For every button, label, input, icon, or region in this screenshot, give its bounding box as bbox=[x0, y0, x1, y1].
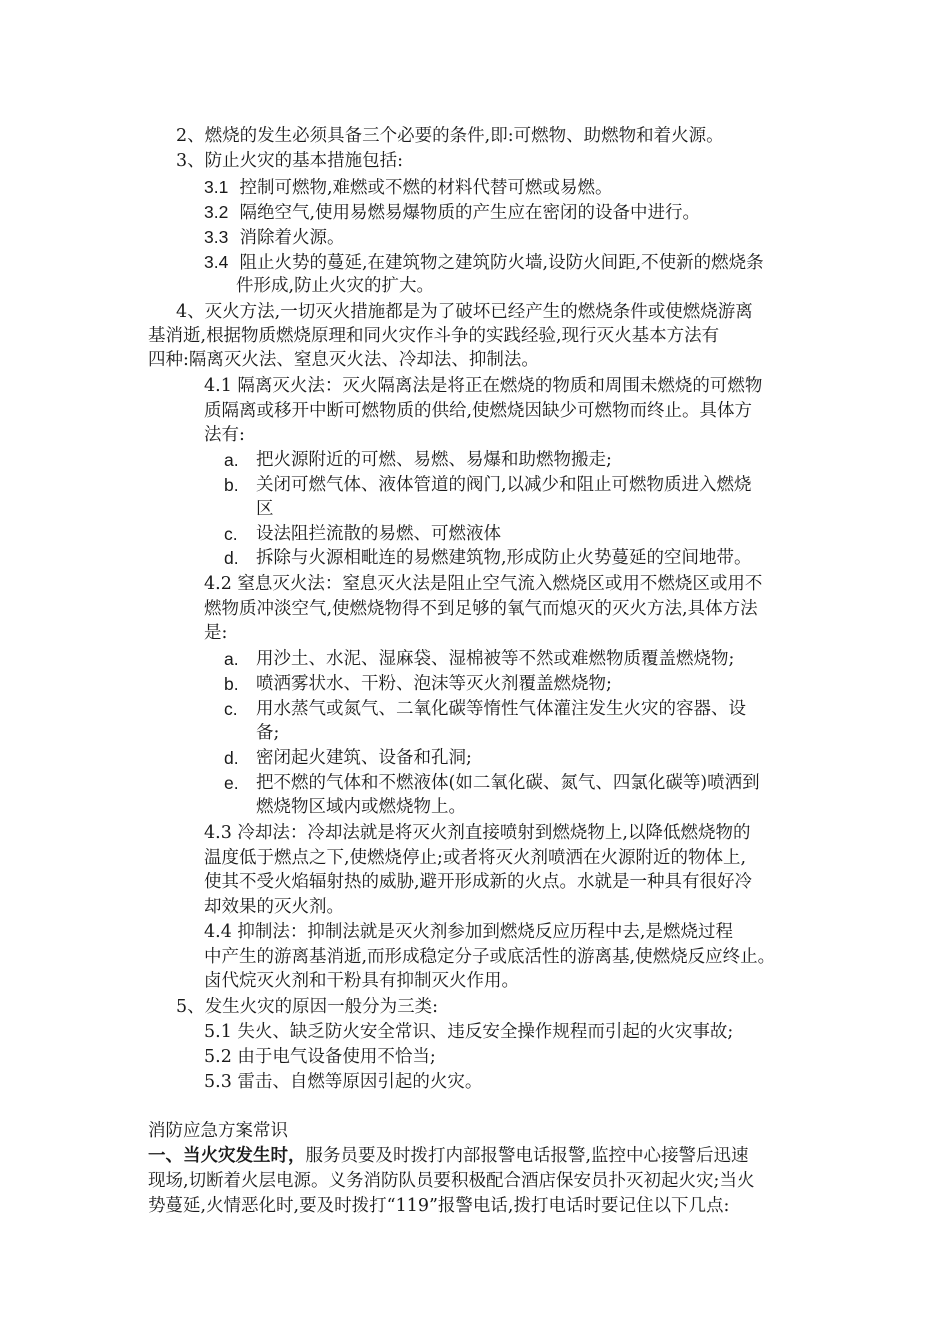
list-marker: c. bbox=[224, 524, 238, 544]
section-paragraph-line-1: 一、当火灾发生时，服务员要及时拨打内部报警电话报警,监控中心接警后迅速 bbox=[148, 1146, 749, 1166]
item-5-3: 5.3 雷击、自燃等原因引起的火灾。 bbox=[204, 1072, 483, 1092]
item-3-2: 3.2 隔绝空气,使用易燃易爆物质的产生应在密闭的设备中进行。 bbox=[204, 202, 701, 223]
list-marker: a. bbox=[224, 450, 239, 470]
item-5-heading: 5、发生火灾的原因一般分为三类: bbox=[176, 997, 439, 1017]
item-3-4: 3.4 阻止火势的蔓延,在建筑物之建筑防火墙,设防火间距,不使新的燃烧条 bbox=[204, 252, 764, 273]
list-item: 用沙土、水泥、湿麻袋、湿棉被等不然或难燃物质覆盖燃烧物; bbox=[256, 649, 735, 669]
item-2: 2、燃烧的发生必须具备三个必要的条件,即:可燃物、助燃物和着火源。 bbox=[176, 126, 724, 146]
bold-lead: 一、当火灾发生时， bbox=[148, 1146, 306, 1166]
list-item: 把不燃的气体和不燃液体(如二氧化碳、氮气、四氯化碳等)喷洒到 bbox=[256, 773, 760, 793]
method-4-2-line-1: 4.2 窒息灭火法：窒息灭火法是阻止空气流入燃烧区或用不燃烧区或用不 bbox=[204, 574, 763, 594]
method-4-2-line-2: 燃物质冲淡空气,使燃烧物得不到足够的氧气而熄灭的灭火方法,具体方法 bbox=[204, 599, 758, 619]
list-marker: d. bbox=[224, 748, 239, 768]
item-4-line-3: 四种:隔离灭火法、窒息灭火法、冷却法、抑制法。 bbox=[148, 350, 539, 370]
list-marker: a. bbox=[224, 649, 239, 669]
method-4-3-line-3: 使其不受火焰辐射热的威胁,避开形成新的火点。水就是一种具有很好冷 bbox=[204, 872, 753, 892]
method-4-1-line-2: 质隔离或移开中断可燃物质的供给,使燃烧因缺少可燃物而终止。具体方 bbox=[204, 401, 753, 421]
list-marker: d. bbox=[224, 548, 239, 568]
list-item-continued: 燃烧物区域内或燃烧物上。 bbox=[256, 797, 466, 817]
method-4-4-line-3: 卤代烷灭火剂和干粉具有抑制灭火作用。 bbox=[204, 971, 519, 991]
item-3-heading: 3、防止火灾的基本措施包括: bbox=[176, 151, 404, 171]
list-item-continued: 备; bbox=[256, 723, 280, 743]
list-marker: b. bbox=[224, 475, 239, 495]
list-item: 把火源附近的可燃、易燃、易爆和助燃物搬走; bbox=[256, 450, 612, 470]
list-item: 密闭起火建筑、设备和孔洞; bbox=[256, 748, 472, 768]
method-4-1-line-1: 4.1 隔离灭火法：灭火隔离法是将正在燃烧的物质和周围未燃烧的可燃物 bbox=[204, 376, 763, 396]
item-3-3: 3.3 消除着火源。 bbox=[204, 227, 345, 248]
list-item: 关闭可燃气体、液体管道的阀门,以减少和阻止可燃物质进入燃烧 bbox=[256, 475, 752, 495]
item-5-1: 5.1 失火、缺乏防火安全常识、违反安全操作规程而引起的火灾事故; bbox=[204, 1022, 734, 1042]
method-4-2-line-3: 是: bbox=[204, 623, 228, 643]
section-title: 消防应急方案常识 bbox=[148, 1121, 288, 1141]
method-4-3-line-1: 4.3 冷却法：冷却法就是将灭火剂直接喷射到燃烧物上,以降低燃烧物的 bbox=[204, 823, 751, 843]
section-paragraph-line-3: 势蔓延,火情恶化时,要及时拨打“119”报警电话,拨打电话时要记住以下几点: bbox=[148, 1196, 730, 1216]
list-item: 拆除与火源相毗连的易燃建筑物,形成防止火势蔓延的空间地带。 bbox=[256, 548, 752, 568]
list-marker: c. bbox=[224, 699, 238, 719]
item-4-line-2: 基消逝,根据物质燃烧原理和同火灾作斗争的实践经验,现行灭火基本方法有 bbox=[148, 326, 720, 346]
item-3-1: 3.1 控制可燃物,难燃或不燃的材料代替可燃或易燃。 bbox=[204, 177, 613, 198]
list-item: 喷洒雾状水、干粉、泡沫等灭火剂覆盖燃烧物; bbox=[256, 674, 612, 694]
item-4-line-1: 4、灭火方法,一切灭火措施都是为了破坏已经产生的燃烧条件或使燃烧游离 bbox=[176, 302, 753, 322]
item-3-4-continued: 件形成,防止火灾的扩大。 bbox=[236, 276, 435, 296]
list-item-continued: 区 bbox=[256, 499, 274, 519]
list-marker: b. bbox=[224, 674, 239, 694]
method-4-3-line-2: 温度低于燃点之下,使燃烧停止;或者将灭火剂喷洒在火源附近的物体上, bbox=[204, 848, 747, 868]
list-item: 设法阻拦流散的易燃、可燃液体 bbox=[256, 524, 501, 544]
item-5-2: 5.2 由于电气设备使用不恰当; bbox=[204, 1047, 436, 1067]
method-4-1-line-3: 法有: bbox=[204, 425, 245, 445]
list-marker: e. bbox=[224, 773, 239, 793]
method-4-3-line-4: 却效果的灭火剂。 bbox=[204, 897, 344, 917]
list-item: 用水蒸气或氮气、二氧化碳等惰性气体灌注发生火灾的容器、设 bbox=[256, 699, 746, 719]
section-paragraph-line-2: 现场,切断着火层电源。义务消防队员要积极配合酒店保安员扑灭初起火灾;当火 bbox=[148, 1171, 755, 1191]
method-4-4-line-2: 中产生的游离基消逝,而形成稳定分子或底活性的游离基,使燃烧反应终止。 bbox=[204, 947, 776, 967]
method-4-4-line-1: 4.4 抑制法：抑制法就是灭火剂参加到燃烧反应历程中去,是燃烧过程 bbox=[204, 922, 733, 942]
